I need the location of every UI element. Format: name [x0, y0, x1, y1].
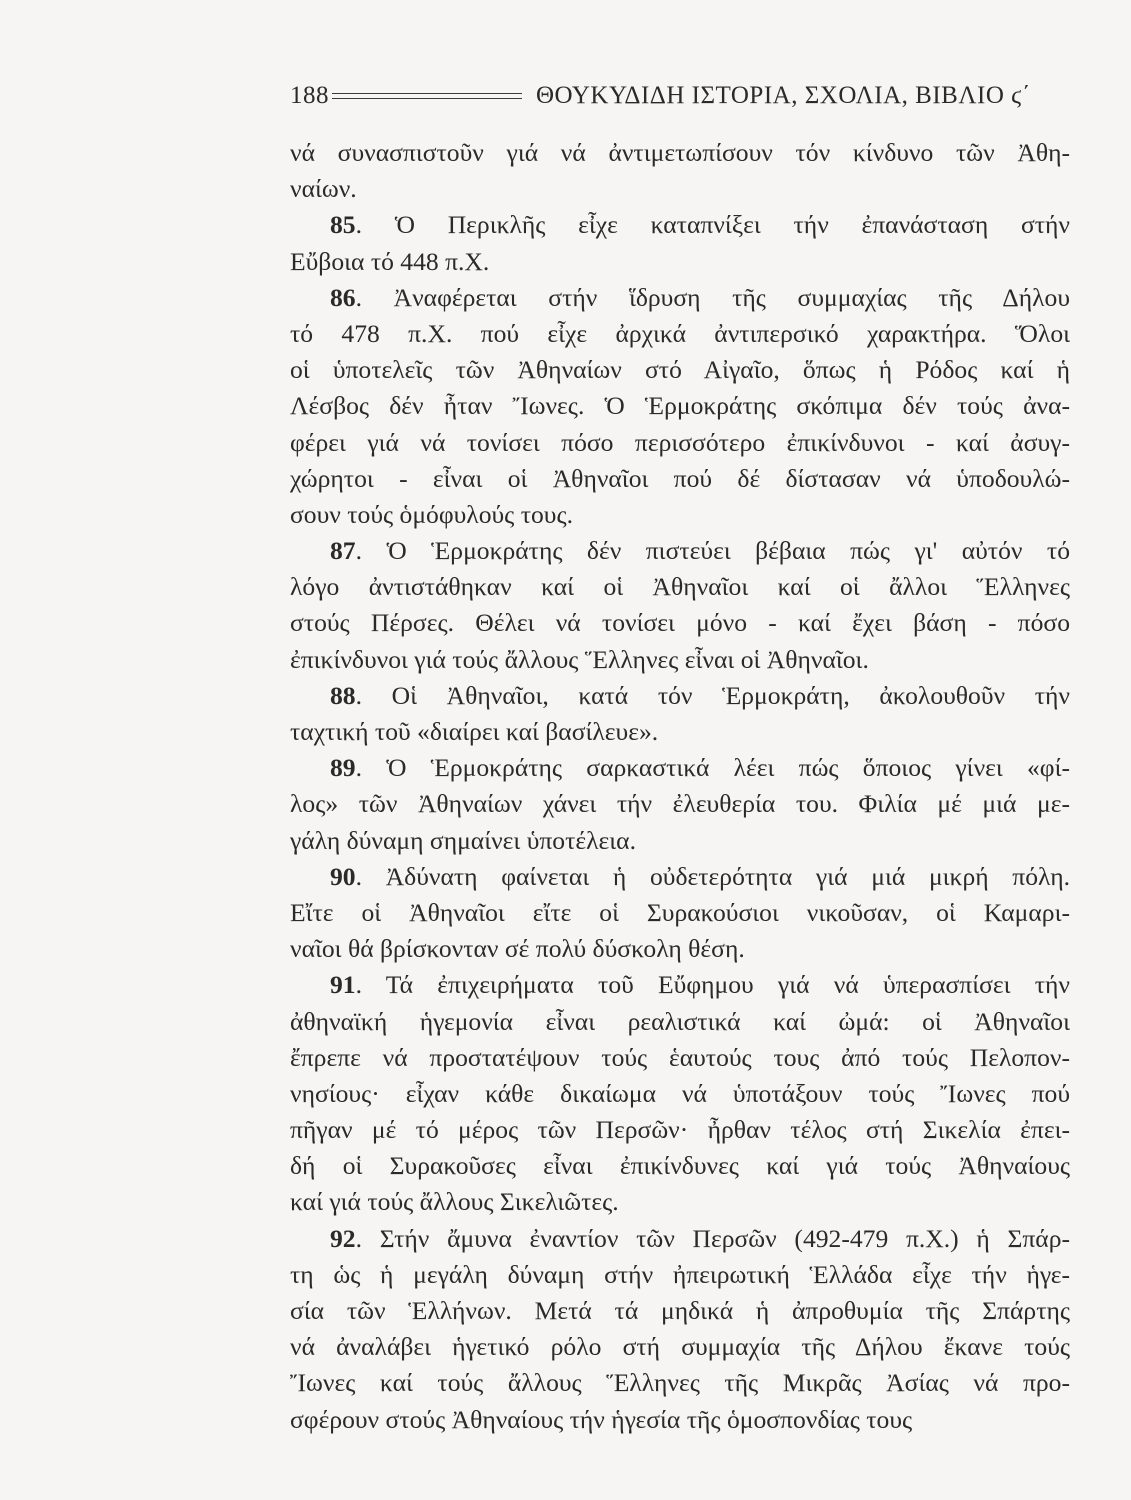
line-text: λος» τῶν Ἀθηναίων χάνει τήν ἐλευθερία του. Φιλία μέ μιά με- [290, 789, 1070, 819]
note-91 [290, 967, 1070, 1220]
line-text: νησίους· εἶχαν κάθε δικαίωμα νά ὑποτάξουν τούς Ἴωνες πού [290, 1078, 1070, 1108]
line-text: νά συνασπιστοῦν γιά νά ἀντιμετωπίσουν τόν κίνδυνο τῶν Ἀθη- [290, 138, 1070, 167]
line-text: . Οἱ Ἀθηναῖοι, κατά τόν Ἑρμοκράτη, ἀκολουθοῦν τήν [355, 680, 1070, 710]
text-line [290, 1148, 1070, 1184]
text-line [290, 605, 1070, 641]
text-line [290, 1184, 1070, 1220]
text-line [290, 931, 1070, 967]
line-text: σουν τούς ὁμόφυλούς τους. [290, 499, 573, 529]
line-text: δή οἱ Συρακοῦσες εἶναι ἐπικίνδυνες καί γιά τούς Ἀθηναίους [290, 1151, 1070, 1181]
text-line [290, 352, 1070, 388]
line-text: ναῖοι θά βρίσκονταν σέ πολύ δύσκολη θέση. [290, 934, 745, 964]
text-line [290, 388, 1070, 424]
text-line [290, 642, 1070, 678]
text-line [290, 316, 1070, 352]
line-text: . Ἀναφέρεται στήν ἵδρυση τῆς συμμαχίας τῆς Δήλου [355, 282, 1070, 312]
line-text: Ἴωνες καί τούς ἄλλους Ἕλληνες τῆς Μικρᾶς Ἀσίας νά προ- [290, 1368, 1070, 1398]
text-line [290, 823, 1070, 859]
text-line [290, 786, 1070, 822]
line-text: Εὔβοια τό 448 π.Χ. [290, 246, 490, 276]
note-86 [290, 280, 1070, 533]
line-text: τό 478 π.Χ. πού εἶχε ἀρχικά ἀντιπερσικό χαρακτήρα. Ὅλοι [290, 318, 1070, 348]
note-87 [290, 533, 1070, 678]
note-number: 85 [330, 210, 356, 240]
text-line [290, 171, 1070, 207]
line-text: ναίων. [290, 174, 357, 204]
note-92 [290, 1221, 1070, 1438]
text-line [290, 1365, 1070, 1401]
line-text: . Ὁ Ἑρμοκράτης σαρκαστικά λέει πώς ὅποιος γίνει «φί- [355, 753, 1070, 783]
line-text: λόγο ἀντιστάθηκαν καί οἱ Ἀθηναῖοι καί οἱ ἄλλοι Ἕλληνες [290, 572, 1070, 602]
line-text: στούς Πέρσες. Θέλει νά τονίσει μόνο - καί ἔχει βάση - πόσο [290, 608, 1070, 638]
line-text: Λέσβος δέν ἦταν Ἴωνες. Ὁ Ἑρμοκράτης σκόπιμα δέν τούς ἀνα- [290, 391, 1070, 421]
text-line [290, 859, 1070, 895]
line-text: ἐπικίνδυνοι γιά τούς ἄλλους Ἕλληνες εἶναι οἱ Ἀθηναῖοι. [290, 644, 869, 674]
line-text: . Τά ἐπιχειρήματα τοῦ Εὔφημου γιά νά ὑπερασπίσει τήν [355, 970, 1070, 1000]
text-line [290, 1040, 1070, 1076]
note-number: 87 [330, 536, 356, 566]
line-text: καί γιά τούς ἄλλους Σικελιῶτες. [290, 1187, 619, 1217]
header-double-rule [332, 93, 522, 99]
line-text: ταχτική τοῦ «διαίρει καί βασίλευε». [290, 717, 659, 746]
line-text: γάλη δύναμη σημαίνει ὑποτέλεια. [290, 825, 636, 855]
line-text: σία τῶν Ἑλλήνων. Μετά τά μηδικά ἡ ἀπροθυμία τῆς Σπάρτης [290, 1296, 1070, 1325]
text-line [290, 461, 1070, 497]
line-text: . Ὁ Ἑρμοκράτης δέν πιστεύει βέβαια πώς γι' αὐτόν τό [355, 536, 1070, 566]
note-90 [290, 859, 1070, 968]
text-line [290, 1329, 1070, 1365]
text-line [290, 714, 1070, 750]
page-number: 188 [290, 82, 329, 109]
note-number: 88 [330, 680, 356, 710]
note-85 [290, 207, 1070, 279]
running-title: ΘΟΥΚΥΔΙΔΗ ΙΣΤΟΡΙΑ, ΣΧΟΛΙΑ, ΒΙΒΛΙΟ ϛ΄ [536, 82, 1031, 109]
line-text: φέρει γιά νά τονίσει πόσο περισσότερο ἐπικίνδυνοι - καί ἀσυγ- [290, 427, 1070, 457]
text-line [290, 967, 1070, 1003]
line-text: Εἴτε οἱ Ἀθηναῖοι εἴτε οἱ Συρακούσιοι νικοῦσαν, οἱ Καμαρι- [290, 897, 1070, 927]
text-line [290, 895, 1070, 931]
line-text: τη ὡς ἡ μεγάλη δύναμη στήν ἠπειρωτική Ἑλλάδα εἶχε τήν ἡγε- [290, 1259, 1070, 1289]
text-line [290, 1112, 1070, 1148]
note-number: 92 [330, 1223, 356, 1253]
line-text: . Ὁ Περικλῆς εἶχε καταπνίξει τήν ἐπανάσταση στήν [355, 210, 1070, 240]
commentary-text [290, 135, 1070, 1438]
text-line [290, 244, 1070, 280]
line-text: πῆγαν μέ τό μέρος τῶν Περσῶν· ἦρθαν τέλος στή Σικελία ἐπει- [290, 1115, 1070, 1145]
text-line [290, 425, 1070, 461]
note-number: 89 [330, 753, 356, 783]
running-header [290, 78, 1070, 114]
text-line [290, 1402, 1070, 1438]
text-line [290, 1076, 1070, 1112]
line-text: οἱ ὑποτελεῖς τῶν Ἀθηναίων στό Αἰγαῖο, ὅπως ἡ Ρόδος καί ἡ [290, 355, 1070, 385]
line-text: ἀθηναϊκή ἡγεμονία εἶναι ρεαλιστικά καί ὠμά: οἱ Ἀθηναῖοι [290, 1006, 1070, 1036]
note-number: 86 [330, 282, 356, 312]
text-line [290, 280, 1070, 316]
note-89 [290, 750, 1070, 859]
line-text: χώρητοι - εἶναι οἱ Ἀθηναῖοι πού δέ δίστασαν νά ὑποδουλώ- [290, 463, 1070, 493]
text-line [290, 569, 1070, 605]
text-line [290, 1293, 1070, 1329]
text-line [290, 207, 1070, 243]
line-text: σφέρουν στούς Ἀθηναίους τήν ἡγεσία τῆς ὁμοσπονδίας τους [290, 1404, 913, 1434]
text-line [290, 135, 1070, 171]
text-line [290, 1004, 1070, 1040]
note-number: 90 [330, 861, 356, 891]
line-text: ἔπρεπε νά προστατέψουν τούς ἑαυτούς τους ἀπό τούς Πελοπον- [290, 1042, 1070, 1072]
note-continuation [290, 135, 1070, 207]
note-number: 91 [330, 970, 356, 1000]
text-line [290, 678, 1070, 714]
text-line [290, 1221, 1070, 1257]
text-line [290, 497, 1070, 533]
note-88 [290, 678, 1070, 750]
text-line [290, 750, 1070, 786]
line-text: . Στήν ἄμυνα ἐναντίον τῶν Περσῶν (492-479 π.Χ.) ἡ Σπάρ- [355, 1223, 1070, 1253]
line-text: . Ἀδύνατη φαίνεται ἡ οὐδετερότητα γιά μιά μικρή πόλη. [355, 861, 1070, 891]
text-line [290, 533, 1070, 569]
line-text: νά ἀναλάβει ἡγετικό ρόλο στή συμμαχία τῆς Δήλου ἔκανε τούς [290, 1332, 1070, 1362]
text-line [290, 1257, 1070, 1293]
